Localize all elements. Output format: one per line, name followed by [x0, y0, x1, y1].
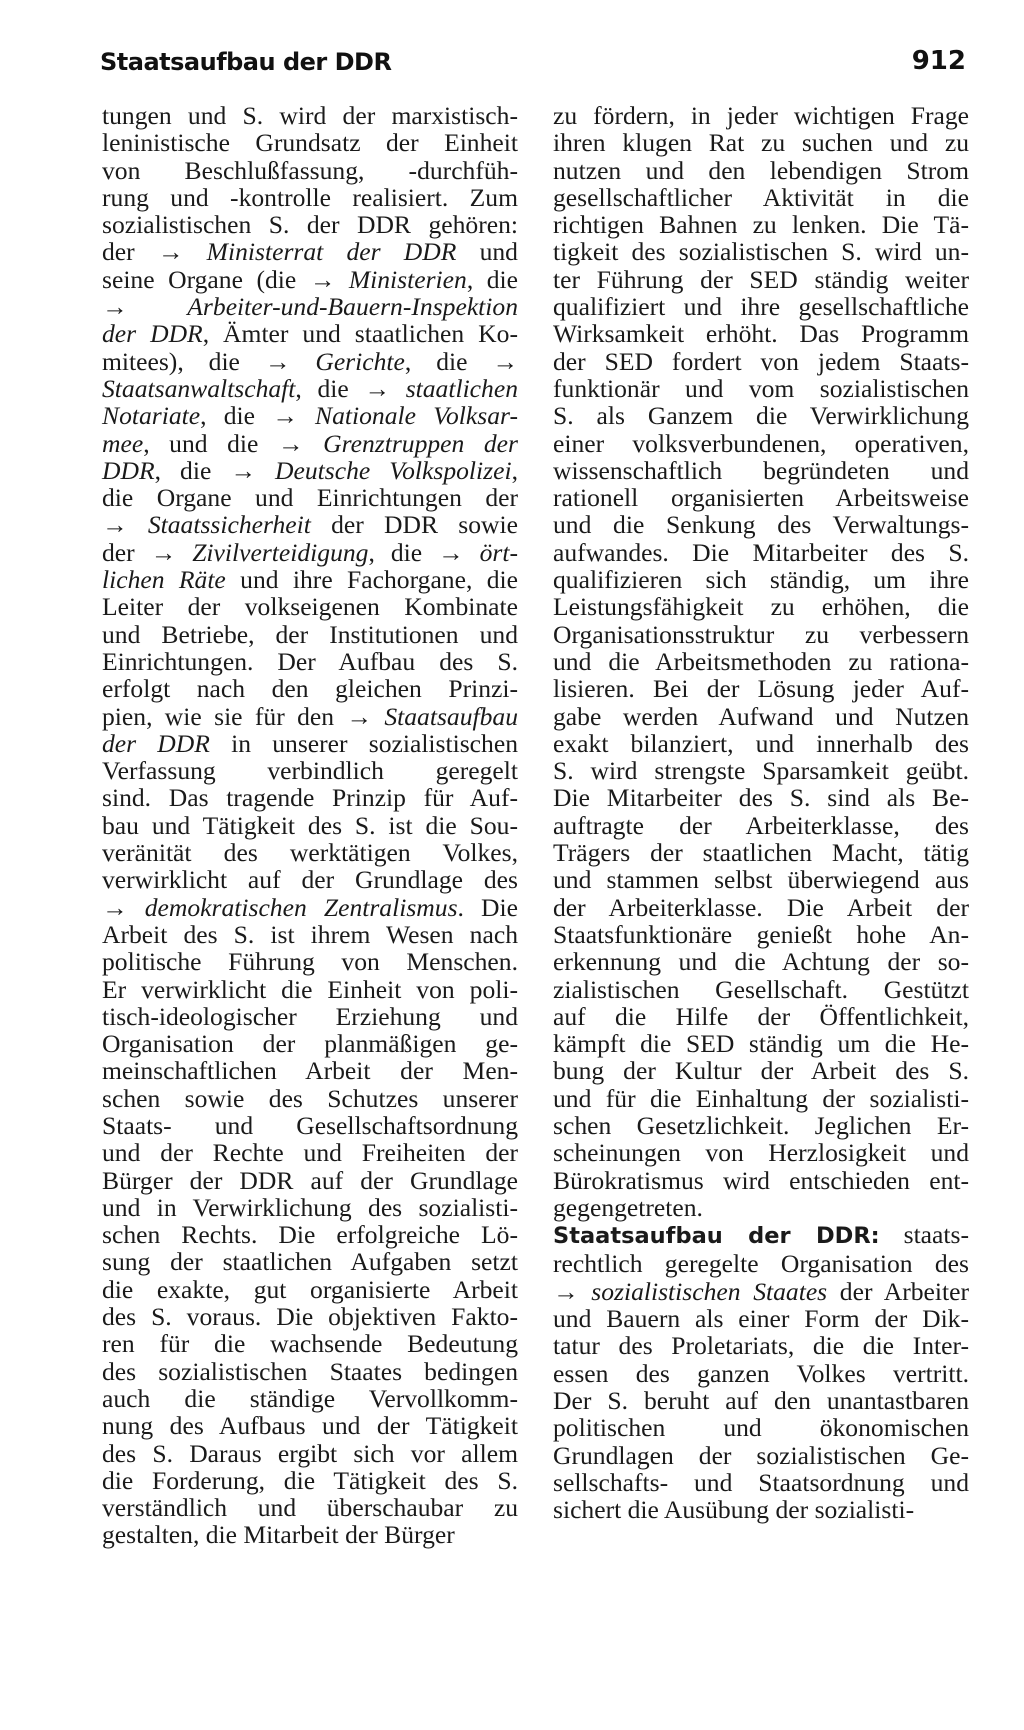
- text-line: → sozialistischen Staates der Arbeiter: [553, 1276, 969, 1306]
- text-line: Leiter der volkseigenen Kombinate: [102, 592, 518, 622]
- text-line: meinschaftlichen Arbeit der Men-: [102, 1056, 518, 1086]
- text-line: nutzen und den lebendigen Strom: [553, 155, 969, 185]
- text-line: Er verwirklicht die Einheit von poli-: [102, 974, 518, 1004]
- text-line: Bürokratismus wird entschieden ent-: [553, 1165, 969, 1195]
- text-line: tigkeit des sozialistischen S. wird un-: [553, 237, 969, 267]
- text-line: von Beschlußfassung, -durchfüh-: [102, 155, 518, 185]
- text-line: Organisation der planmäßigen ge-: [102, 1029, 518, 1059]
- text-line: aufwandes. Die Mitarbeiter des S.: [553, 537, 969, 567]
- text-line: Verfassung verbindlich geregelt: [102, 756, 518, 786]
- text-line: Staats- und Gesellschaftsordnung: [102, 1110, 518, 1140]
- text-line: scheinungen von Herzlosigkeit und: [553, 1138, 969, 1168]
- text-line: richtigen Bahnen zu lenken. Die Tä-: [553, 210, 969, 240]
- text-line: auftragte der Arbeiterklasse, des: [553, 810, 969, 840]
- text-line: und der Rechte und Freiheiten der: [102, 1138, 518, 1168]
- text-line: der SED fordert von jedem Staats-: [553, 346, 969, 376]
- text-line: exakt bilanziert, und innerhalb des: [553, 728, 969, 758]
- text-line: tisch-ideologischer Erziehung und: [102, 1001, 518, 1031]
- text-line: und die Arbeitsmethoden zu rationa-: [553, 646, 969, 676]
- text-line: nung des Aufbaus und der Tätigkeit: [102, 1411, 518, 1441]
- text-line: lichen Räte und ihre Fachorgane, die: [102, 565, 518, 595]
- text-line: tatur des Proletariats, die die Inter-: [553, 1331, 969, 1361]
- text-line: und in Verwirklichung des sozialisti-: [102, 1192, 518, 1222]
- text-line: veränität des werktätigen Volkes,: [102, 838, 518, 868]
- text-line: erfolgt nach den gleichen Prinzi-: [102, 674, 518, 704]
- text-line: zu fördern, in jeder wichtigen Frage: [553, 101, 969, 130]
- text-line: wissenschaftlich begründeten und: [553, 455, 969, 485]
- text-line: S. wird strengste Sparsamkeit geübt.: [553, 756, 969, 786]
- text-line: verständlich und überschaubar zu: [102, 1493, 518, 1523]
- text-line: schen sowie des Schutzes unserer: [102, 1083, 518, 1113]
- text-line: auch die ständige Vervollkomm-: [102, 1383, 518, 1413]
- dictionary-entry: [553, 1221, 969, 1523]
- text-line: mee, und die → Grenztruppen der: [102, 428, 518, 458]
- text-line: ren für die wachsende Bedeutung: [102, 1329, 518, 1359]
- text-line: bau und Tätigkeit des S. ist die Sou-: [102, 810, 518, 840]
- text-line: des S. Daraus ergibt sich vor allem: [102, 1438, 518, 1468]
- text-line: pien, wie sie für den → Staatsaufbau: [102, 701, 518, 731]
- text-line: gabe werden Aufwand und Nutzen: [553, 701, 969, 731]
- text-line: und Betriebe, der Institutionen und: [102, 619, 518, 649]
- right-column: [553, 102, 969, 1523]
- text-line: funktionär und vom sozialistischen: [553, 373, 969, 403]
- left-column: [102, 102, 518, 1549]
- text-line: rechtlich geregelte Organisation des: [553, 1249, 969, 1279]
- text-line: erkennung und die Achtung der so-: [553, 947, 969, 977]
- text-line: Leistungsfähigkeit zu erhöhen, die: [553, 592, 969, 622]
- text-line: auf die Hilfe der Öffentlichkeit,: [553, 1001, 969, 1031]
- text-line: S. als Ganzem die Verwirklichung: [553, 401, 969, 431]
- text-line: Staatsaufbau der DDR: staats-: [553, 1220, 969, 1250]
- text-line: einer volksverbundenen, operativen,: [553, 428, 969, 458]
- left-column-text: [102, 102, 518, 1549]
- text-line: Die Mitarbeiter des S. sind als Be-: [553, 783, 969, 813]
- text-line: → demokratischen Zentralismus. Die: [102, 892, 518, 922]
- text-line: politischen und ökonomischen: [553, 1413, 969, 1443]
- text-line: verwirklicht auf der Grundlage des: [102, 865, 518, 895]
- right-column-paragraph: [553, 102, 969, 1221]
- text-line: → Arbeiter-und-Bauern-Inspektion: [102, 292, 518, 322]
- text-line: und die Senkung des Verwaltungs-: [553, 510, 969, 540]
- text-line: gegengetreten.: [553, 1192, 703, 1222]
- text-line: Bürger der DDR auf der Grundlage: [102, 1165, 518, 1195]
- text-line: des S. voraus. Die objektiven Fakto-: [102, 1302, 518, 1332]
- text-line: Staatsfunktionäre genießt hohe An-: [553, 919, 969, 949]
- text-line: sellschafts- und Staatsordnung und: [553, 1467, 969, 1497]
- text-line: Trägers der staatlichen Macht, tätig: [553, 838, 969, 868]
- entry-headword: Staatsaufbau der DDR:: [553, 1223, 880, 1250]
- text-line: → Staatssicherheit der DDR sowie: [102, 510, 518, 540]
- text-line: gesellschaftlicher Aktivität in die: [553, 182, 969, 212]
- text-line: sozialistischen S. der DDR gehören:: [102, 210, 518, 240]
- page-number: 912: [911, 46, 966, 76]
- text-line: sichert die Ausübung der sozialisti-: [553, 1495, 915, 1525]
- text-line: sind. Das tragende Prinzip für Auf-: [102, 783, 518, 813]
- text-line: und für die Einhaltung der sozialisti-: [553, 1083, 969, 1113]
- text-line: Staatsanwaltschaft, die → staatlichen: [102, 373, 518, 403]
- text-line: kämpft die SED ständig um die He-: [553, 1029, 969, 1059]
- text-line: schen Rechts. Die erfolgreiche Lö-: [102, 1220, 518, 1250]
- text-line: Wirksamkeit erhöht. Das Programm: [553, 319, 969, 349]
- text-line: die Forderung, die Tätigkeit des S.: [102, 1465, 518, 1495]
- text-line: gestalten, die Mitarbeit der Bürger: [102, 1520, 455, 1550]
- text-line: bung der Kultur der Arbeit des S.: [553, 1056, 969, 1086]
- text-line: tungen und S. wird der marxistisch-: [102, 101, 518, 130]
- text-line: Notariate, die → Nationale Volksar-: [102, 401, 518, 431]
- text-line: ihren klugen Rat zu suchen und zu: [553, 128, 969, 158]
- text-line: zialistischen Gesellschaft. Gestützt: [553, 974, 969, 1004]
- text-line: seine Organe (die → Ministerien, die: [102, 264, 518, 294]
- text-line: mitees), die → Gerichte, die →: [102, 346, 518, 376]
- text-line: die exakte, gut organisierte Arbeit: [102, 1274, 518, 1304]
- text-line: und Bauern als einer Form der Dik-: [553, 1304, 969, 1334]
- text-line: leninistische Grundsatz der Einheit: [102, 128, 518, 158]
- text-line: lisieren. Bei der Lösung jeder Auf-: [553, 674, 969, 704]
- text-line: der DDR, Ämter und staatlichen Ko-: [102, 319, 518, 349]
- text-line: DDR, die → Deutsche Volkspolizei,: [102, 455, 518, 485]
- text-line: rung und -kontrolle realisiert. Zum: [102, 182, 518, 212]
- text-line: der DDR in unserer sozialistischen: [102, 728, 518, 758]
- text-line: essen des ganzen Volkes vertritt.: [553, 1358, 969, 1388]
- text-line: politische Führung von Menschen.: [102, 947, 518, 977]
- text-line: Grundlagen der sozialistischen Ge-: [553, 1440, 969, 1470]
- text-line: sung der staatlichen Aufgaben setzt: [102, 1247, 518, 1277]
- text-line: rationell organisierten Arbeitsweise: [553, 483, 969, 513]
- text-line: die Organe und Einrichtungen der: [102, 483, 518, 513]
- text-line: der Arbeiterklasse. Die Arbeit der: [553, 892, 969, 922]
- running-header-title: Staatsaufbau der DDR: [100, 48, 392, 76]
- text-line: des sozialistischen Staates bedingen: [102, 1356, 518, 1386]
- text-line: Organisationsstruktur zu verbessern: [553, 619, 969, 649]
- text-line: ter Führung der SED ständig weiter: [553, 264, 969, 294]
- text-line: der → Zivilverteidigung, die → ört-: [102, 537, 518, 567]
- text-line: Arbeit des S. ist ihrem Wesen nach: [102, 919, 518, 949]
- text-line: Einrichtungen. Der Aufbau des S.: [102, 646, 518, 676]
- text-line: schen Gesetzlichkeit. Jeglichen Er-: [553, 1110, 969, 1140]
- text-line: qualifizieren sich ständig, um ihre: [553, 565, 969, 595]
- text-line: und stammen selbst überwiegend aus: [553, 865, 969, 895]
- text-line: der → Ministerrat der DDR und: [102, 237, 518, 267]
- text-line: Der S. beruht auf den unantastbaren: [553, 1385, 969, 1415]
- text-line: qualifiziert und ihre gesellschaftliche: [553, 292, 969, 322]
